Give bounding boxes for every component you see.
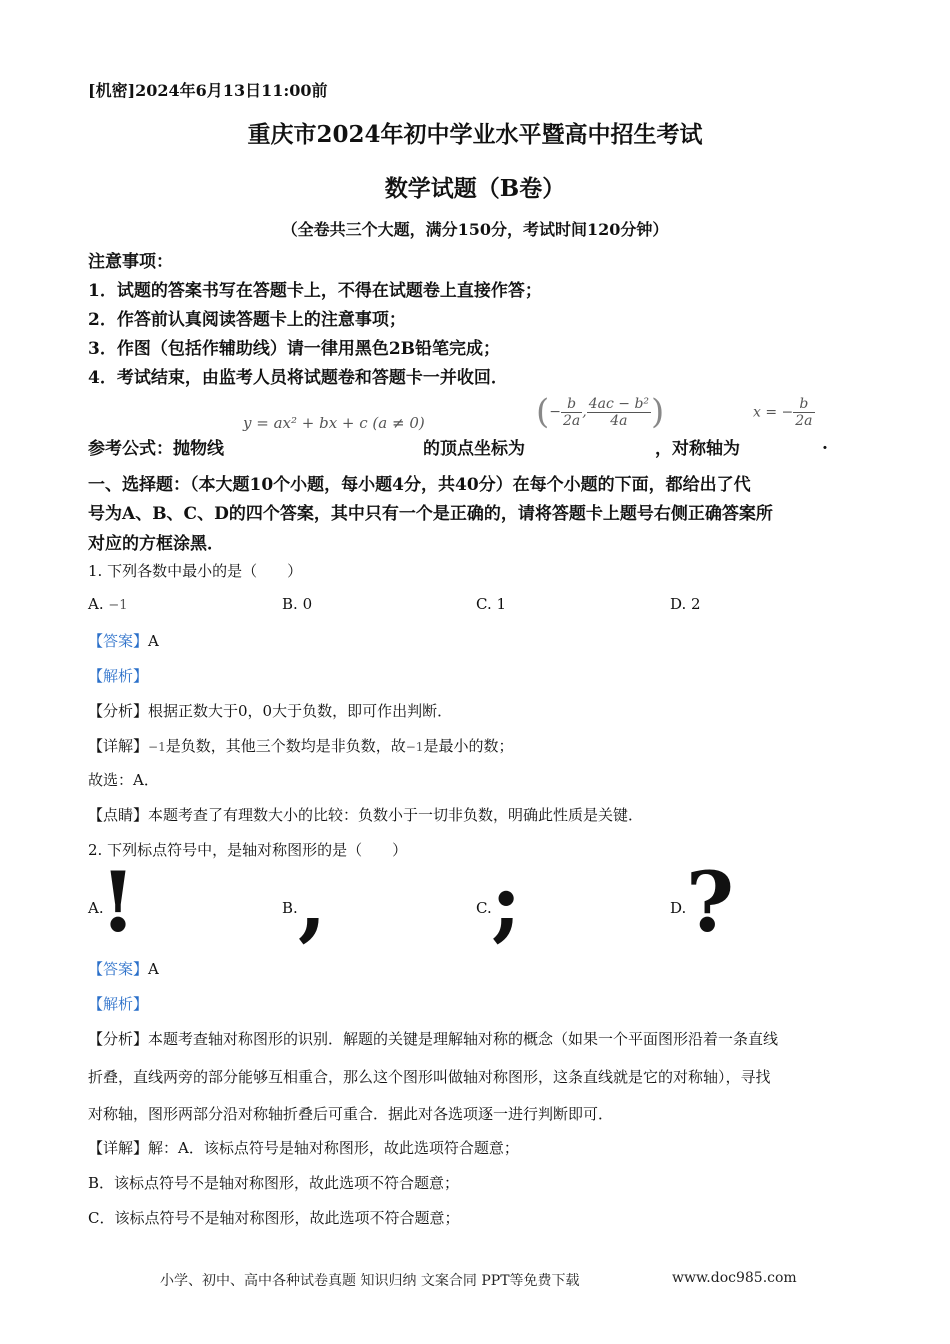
- q2-xiangjie-a-text: 解：A．该标点符号是轴对称图形，故此选项符合题意；: [148, 1139, 519, 1157]
- q1-option-b: [282, 595, 312, 613]
- confidential-line: [机密]2024年6月13日11:00前: [88, 81, 328, 100]
- q2-analysis-tag: 【解析】: [88, 995, 149, 1013]
- q1-dianjing: [88, 804, 643, 825]
- formula-mid: 的顶点坐标为: [423, 439, 525, 459]
- q2-fenxi-line2: 折叠，直线两旁的部分能够互相重合，那么这个图形叫做轴对称图形，这条直线就是它的对称轴），寻找: [88, 1068, 771, 1086]
- q2-fenxi-line3: 对称轴，图形两部分沿对称轴折叠后可重合．据此对各选项逐一进行判断即可．: [88, 1105, 614, 1123]
- semicolon-glyph: ;: [491, 855, 522, 951]
- q2-fenxi-text1: 本题考查轴对称图形的识别．解题的关键是理解轴对称的概念（如果一个平面图形沿着一条直线: [148, 1030, 779, 1048]
- exam-title: 重庆市2024年初中学业水平暨高中招生考试: [247, 121, 703, 148]
- q1-xiangjie-num2: −1: [405, 740, 424, 754]
- comma-glyph: ,: [298, 855, 327, 951]
- axis-label: ，对称轴为: [655, 439, 740, 459]
- q2-stem: 2. 下列标点符号中，是轴对称图形的是（ ）: [88, 841, 408, 859]
- axis-lhs: x = −: [753, 404, 794, 421]
- q2-option-a-label: A.: [88, 899, 104, 917]
- q1-option-a-label: A.: [88, 595, 104, 613]
- formula-prefix: 参考公式：抛物线: [88, 439, 224, 459]
- axis-num: b: [793, 396, 814, 413]
- q2-answer-value: A: [148, 960, 159, 978]
- exclamation-glyph: !: [100, 855, 136, 951]
- q1-xiangjie-text1: 是负数，其他三个数均是非负数，故: [165, 737, 406, 755]
- q2-fenxi-line1: [88, 1028, 778, 1049]
- vertex-x-den: 2a: [563, 412, 581, 429]
- q1-answer: [88, 630, 159, 651]
- footer-text: 小学、初中、高中各种试卷真题 知识归纳 文案合同 PPT等免费下载: [160, 1273, 580, 1289]
- exam-subtitle: 数学试题（B卷）: [384, 175, 566, 202]
- note-item-1: 1．试题的答案书写在答题卡上，不得在试题卷上直接作答；: [88, 281, 542, 301]
- q1-option-b-value: 0: [302, 595, 313, 613]
- axis-den: 2a: [795, 413, 813, 429]
- section1-line2: 号为A、B、C、D的四个答案，其中只有一个是正确的，请将答题卡上题号右侧正确答案所: [88, 504, 773, 524]
- q1-xiangjie-tag: 【详解】: [88, 737, 149, 755]
- q1-option-a-value: −1: [108, 598, 128, 613]
- q1-fenxi-text: 根据正数大于0，0大于负数，即可作出判断．: [148, 702, 453, 720]
- q2-xiangjie-b: B．该标点符号不是轴对称图形，故此选项不符合题意；: [88, 1174, 460, 1192]
- question-mark-glyph: ?: [686, 855, 735, 951]
- axis-formula: [753, 396, 815, 429]
- q1-option-c-label: C.: [476, 595, 492, 613]
- exam-info: （全卷共三个大题，满分150分，考试时间120分钟）: [281, 220, 669, 239]
- q2-answer: [88, 958, 159, 979]
- q1-dianjing-text: 本题考查了有理数大小的比较：负数小于一切非负数，明确此性质是关键．: [148, 806, 644, 824]
- q1-xiangjie: [88, 735, 513, 756]
- vertex-y-den: 4a: [610, 412, 628, 429]
- vertex-formula: (− $\frac{b}{2a}$ , $\frac{\text{4ac − b²}}{4a}$ ): [536, 392, 665, 432]
- note-item-2: 2．作答前认真阅读答题卡上的注意事项；: [88, 310, 406, 330]
- q1-dianjing-tag: 【点睛】: [88, 806, 149, 824]
- q1-stem: 1. 下列各数中最小的是（ ）: [88, 562, 303, 580]
- q2-answer-tag: 【答案】: [88, 960, 149, 978]
- q1-option-c: [476, 595, 506, 613]
- formula-end: .: [822, 434, 828, 454]
- q1-choice: 故选：A．: [88, 771, 159, 789]
- notes-heading: 注意事项：: [88, 252, 173, 272]
- q1-fenxi: [88, 700, 452, 721]
- note-item-3: 3．作图（包括作辅助线）请一律用黑色2B铅笔完成；: [88, 339, 501, 359]
- q1-xiangjie-num1: −1: [148, 740, 166, 754]
- q2-xiangjie-c: C．该标点符号不是轴对称图形，故此选项不符合题意；: [88, 1209, 460, 1227]
- q1-option-d: [670, 595, 701, 613]
- q2-xiangjie-tag: 【详解】: [88, 1139, 149, 1157]
- q1-option-a: [88, 595, 128, 613]
- vertex-x-num: b: [561, 396, 582, 413]
- q1-answer-tag: 【答案】: [88, 632, 149, 650]
- q2-fenxi-tag: 【分析】: [88, 1030, 149, 1048]
- q1-analysis-tag: 【解析】: [88, 667, 149, 685]
- q1-option-d-label: D.: [670, 595, 687, 613]
- q1-option-c-value: 1: [496, 595, 507, 613]
- q2-option-c-label: C.: [476, 899, 492, 917]
- q2-option-b-label: B.: [282, 899, 298, 917]
- q1-option-b-label: B.: [282, 595, 298, 613]
- footer-site-link[interactable]: www.doc985.com: [672, 1270, 797, 1286]
- q1-answer-value: A: [148, 632, 159, 650]
- q2-xiangjie-a: [88, 1137, 519, 1158]
- section1-line3: 对应的方框涂黑．: [88, 534, 224, 554]
- q1-option-d-value: 2: [691, 595, 701, 613]
- note-item-4: 4．考试结束，由监考人员将试题卷和答题卡一并收回．: [88, 368, 508, 388]
- section1-line1: 一、选择题：（本大题10个小题，每小题4分，共40分）在每个小题的下面，都给出了代: [88, 475, 751, 495]
- q1-xiangjie-text2: 是最小的数；: [423, 737, 514, 755]
- vertex-y-num: 4ac − b²: [588, 395, 650, 412]
- q2-option-d-label: D.: [670, 899, 687, 917]
- q1-fenxi-tag: 【分析】: [88, 702, 149, 720]
- parabola-equation: y = ax² + bx + c (a ≠ 0): [243, 414, 425, 432]
